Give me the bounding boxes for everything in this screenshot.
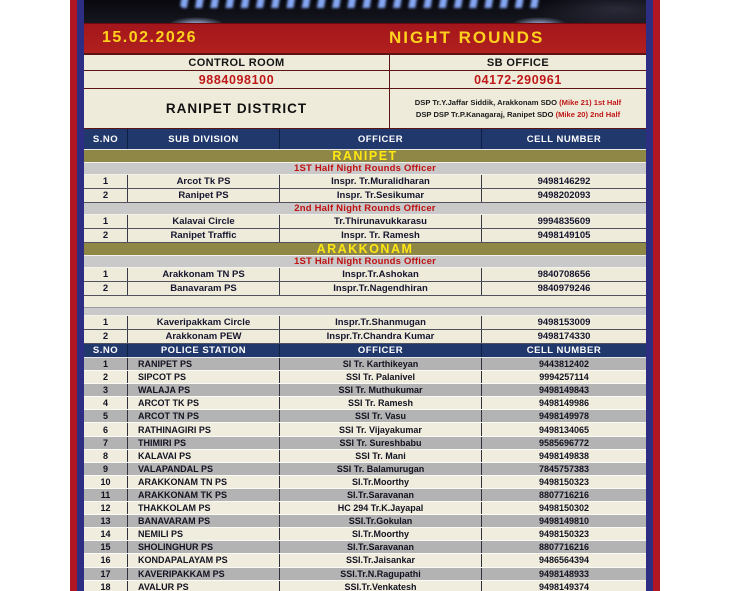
- cell-number-cell: 9498149810: [538, 516, 590, 527]
- sno-cell: 1: [84, 268, 128, 281]
- officer-cell: SI.Tr.Moorthy: [280, 476, 482, 488]
- station-table-row: [84, 410, 646, 423]
- dsp-line-2: [416, 109, 620, 121]
- banner-glow-script: [180, 0, 545, 8]
- sno-cell: 1: [84, 175, 128, 188]
- station-cell: ARAKKONAM TK PS: [128, 489, 280, 501]
- station-table-row: [84, 397, 646, 410]
- cell-number-cell: 9498149374: [538, 581, 590, 591]
- division-table-row: [84, 282, 646, 296]
- station-cell: Arakkonam PEW: [128, 330, 280, 343]
- officer-cell: SSI Tr. Muthukumar: [280, 384, 482, 396]
- division-table-row: [84, 229, 646, 243]
- sno-cell: 7: [84, 437, 128, 449]
- sno-cell: S.NO: [84, 344, 128, 357]
- dsp-lines: [415, 97, 621, 121]
- photo-banner: [84, 0, 646, 23]
- sno-cell: 11: [84, 489, 128, 501]
- station-table-row: [84, 568, 646, 581]
- station-cell: KALAVAI PS: [128, 450, 280, 462]
- cell-number-cell: 9498149986: [538, 398, 590, 409]
- station-cell: SUB DIVISION: [128, 129, 280, 149]
- officer-cell: Inspr. Tr.Sesikumar: [280, 189, 482, 202]
- station-table-row: [84, 450, 646, 463]
- cell-number-cell: 9498146292: [537, 176, 591, 187]
- cell-number-cell: 9498149105: [537, 230, 591, 241]
- station-cell: NEMILI PS: [128, 528, 280, 540]
- station-table-row: [84, 437, 646, 450]
- officer-cell: SSI.Tr.Jaisankar: [280, 554, 482, 566]
- sno-cell: 15: [84, 541, 128, 553]
- station-table-row: [84, 502, 646, 515]
- officer-cell: SSI Tr. Sureshbabu: [280, 437, 482, 449]
- station-cell: Kalavai Circle: [128, 215, 280, 228]
- station-cell: THIMIRI PS: [128, 437, 280, 449]
- sno-cell: 2: [84, 229, 128, 242]
- sno-cell: 3: [84, 384, 128, 396]
- station-cell: THAKKOLAM PS: [128, 502, 280, 514]
- sno-cell: 10: [84, 476, 128, 488]
- document-frame: [70, 0, 660, 591]
- sb-office-label: SB OFFICE: [486, 56, 550, 69]
- cell-number-cell: 9498148933: [538, 568, 590, 579]
- document-content: [77, 0, 653, 591]
- officer-cell: HC 294 Tr.K.Jayapal: [280, 502, 482, 514]
- cell-number-cell: 9498150323: [538, 529, 590, 540]
- station-table-row: [84, 476, 646, 489]
- sno-cell: 2: [84, 371, 128, 383]
- officer-cell: OFFICER: [280, 129, 482, 149]
- half-label-band: 1ST Half Night Rounds Officer: [84, 256, 646, 268]
- district-row: [84, 89, 646, 129]
- officer-cell: SI.Tr.Moorthy: [280, 528, 482, 540]
- station-cell: Ranipet Traffic: [128, 229, 280, 242]
- cell-number-cell: 9498150323: [538, 476, 590, 487]
- dsp-cell: [390, 89, 646, 128]
- sb-office-number: 04172-290961: [474, 72, 562, 87]
- dsp-line-2-text: DSP DSP Tr.P.Kanagaraj, Ranipet SDO: [415, 109, 556, 119]
- cell-number-cell: 9498174330: [537, 331, 591, 342]
- cell-number-cell: 9486564394: [538, 555, 590, 566]
- officer-cell: SSI.Tr.Gokulan: [280, 515, 482, 527]
- officer-cell: Inspr.Tr.Ashokan: [280, 268, 482, 281]
- station-table-row: [84, 384, 646, 397]
- sno-cell: 5: [84, 410, 128, 422]
- station-table: [84, 344, 646, 591]
- officer-cell: Tr.Thirunavukkarasu: [280, 215, 482, 228]
- division-table-row: [84, 330, 646, 344]
- station-cell: WALAJA PS: [128, 384, 280, 396]
- officer-cell: SSI Tr. Vijayakumar: [280, 423, 482, 435]
- control-room-cell: [84, 55, 390, 70]
- sno-cell: 17: [84, 568, 128, 580]
- station-cell: SIPCOT PS: [128, 371, 280, 383]
- sno-cell: 1: [84, 358, 128, 370]
- sb-office-number-cell: [390, 71, 646, 88]
- sno-cell: 1: [84, 316, 128, 329]
- cell-number-cell: 9994257114: [539, 372, 589, 383]
- station-cell: Ranipet PS: [128, 189, 280, 202]
- cell-number-cell: 9840708656: [537, 269, 591, 280]
- dsp-line-1: [415, 97, 621, 109]
- station-table-row: [84, 371, 646, 384]
- sno-cell: 13: [84, 515, 128, 527]
- officer-cell: SSI Tr. Palanivel: [280, 371, 482, 383]
- page-title: NIGHT ROUNDS: [389, 28, 545, 47]
- cell-number-cell: 9498149843: [538, 385, 590, 396]
- officer-cell: Inspr. Tr.Muralidharan: [280, 175, 482, 188]
- officer-cell: SI Tr. Karthikeyan: [280, 358, 482, 370]
- station-cell: KONDAPALAYAM PS: [128, 554, 280, 566]
- cell-number-cell: 7845757383: [538, 463, 590, 474]
- cell-number-cell: 9498149838: [538, 450, 590, 461]
- officer-cell: Inspr.Tr.Shanmugan: [280, 316, 482, 329]
- officer-cell: SI.Tr.Saravanan: [280, 541, 482, 553]
- station-table-row: [84, 423, 646, 436]
- station-cell: ARCOT TK PS: [128, 397, 280, 409]
- station-table-row: [84, 515, 646, 528]
- contact-numbers-row: [84, 71, 646, 89]
- station-cell: KAVERIPAKKAM PS: [128, 568, 280, 580]
- half-label-band: 1ST Half Night Rounds Officer: [84, 163, 646, 175]
- station-cell: POLICE STATION: [128, 344, 280, 357]
- cell-number-cell: 9498134065: [538, 424, 590, 435]
- station-cell: Arcot Tk PS: [128, 175, 280, 188]
- station-cell: ARAKKONAM TN PS: [128, 476, 280, 488]
- cell-number-cell: 9498150302: [538, 503, 590, 514]
- spacer-row: [84, 296, 646, 308]
- title-bar: [84, 23, 646, 53]
- division-table-row: [84, 316, 646, 330]
- cell-number-cell: 8807716216: [538, 542, 590, 553]
- cell-number-cell: 9994835609: [537, 216, 591, 227]
- division-table: [84, 129, 646, 344]
- station-cell: VALAPANDAL PS: [128, 463, 280, 475]
- sno-cell: 2: [84, 282, 128, 295]
- officer-cell: Inspr.Tr.Nagendhiran: [280, 282, 482, 295]
- sno-cell: 2: [84, 189, 128, 202]
- cell-number-cell: CELL NUMBER: [526, 133, 602, 145]
- station-table-row: [84, 581, 646, 591]
- cell-number-cell: 9443812402: [538, 359, 590, 370]
- station-table-row: [84, 358, 646, 371]
- station-table-row: [84, 541, 646, 554]
- station-table-row: [84, 463, 646, 476]
- section-band: RANIPET: [84, 150, 646, 163]
- cell-number-cell: 9498153009: [537, 317, 591, 328]
- officer-cell: SSI Tr. Mani: [280, 450, 482, 462]
- officer-cell: SSI Tr. Ramesh: [280, 397, 482, 409]
- district-name: RANIPET DISTRICT: [165, 101, 308, 116]
- division-table-row: [84, 215, 646, 229]
- cell-number-cell: 9498202093: [537, 190, 591, 201]
- district-cell: [84, 89, 390, 128]
- division-table-row: [84, 175, 646, 189]
- sno-cell: 14: [84, 528, 128, 540]
- officer-cell: Inspr.Tr.Chandra Kumar: [280, 330, 482, 343]
- station-cell: SHOLINGHUR PS: [128, 541, 280, 553]
- station-table-header: [84, 344, 646, 358]
- cell-number-cell: 9840979246: [537, 283, 591, 294]
- cell-number-cell: 9585696772: [538, 437, 590, 448]
- officer-cell: SSI Tr. Vasu: [280, 410, 482, 422]
- division-table-row: [84, 189, 646, 203]
- sno-cell: 2: [84, 330, 128, 343]
- cell-number-cell: CELL NUMBER: [526, 345, 602, 356]
- half-label-band: [84, 308, 646, 316]
- sno-cell: 18: [84, 581, 128, 591]
- station-cell: Banavaram PS: [128, 282, 280, 295]
- date-text: 15.02.2026: [102, 29, 198, 46]
- dsp-line-1-text: DSP Tr.Y.Jaffar Siddik, Arakkonam SDO: [414, 97, 560, 107]
- officer-cell: SSI.Tr.Venkatesh: [280, 581, 482, 591]
- control-room-number-cell: [84, 71, 390, 88]
- station-cell: BANAVARAM PS: [128, 515, 280, 527]
- station-table-row: [84, 528, 646, 541]
- officer-cell: SSI Tr. Balamurugan: [280, 463, 482, 475]
- station-cell: Kaveripakkam Circle: [128, 316, 280, 329]
- station-cell: Arakkonam TN PS: [128, 268, 280, 281]
- station-cell: ARCOT TN PS: [128, 410, 280, 422]
- sno-cell: S.NO: [84, 129, 128, 149]
- dsp-line-2-highlight: (Mike 20) 2nd Half: [555, 109, 621, 119]
- division-table-row: [84, 268, 646, 282]
- officer-cell: Inspr. Tr. Ramesh: [280, 229, 482, 242]
- cell-number-cell: 9498149978: [538, 411, 590, 422]
- half-label-band: 2nd Half Night Rounds Officer: [84, 203, 646, 215]
- sb-office-cell: [390, 55, 646, 70]
- sno-cell: 4: [84, 397, 128, 409]
- station-cell: RANIPET PS: [128, 358, 280, 370]
- station-cell: AVALUR PS: [128, 581, 280, 591]
- officer-cell: SSI.Tr.N.Ragupathi: [280, 568, 482, 580]
- sno-cell: 9: [84, 463, 128, 475]
- control-room-label: CONTROL ROOM: [188, 56, 285, 69]
- station-table-row: [84, 489, 646, 502]
- sno-cell: 16: [84, 554, 128, 566]
- division-table-header: [84, 129, 646, 150]
- station-cell: RATHINAGIRI PS: [128, 423, 280, 435]
- sno-cell: 1: [84, 215, 128, 228]
- station-table-row: [84, 554, 646, 567]
- control-room-number: 9884098100: [198, 72, 275, 87]
- sno-cell: 12: [84, 502, 128, 514]
- officer-cell: SI.Tr.Saravanan: [280, 489, 482, 501]
- contact-labels-row: [84, 53, 646, 71]
- dsp-line-1-highlight: (Mike 21) 1st Half: [559, 97, 622, 107]
- section-band: ARAKKONAM: [84, 243, 646, 256]
- cell-number-cell: 8807716216: [538, 489, 590, 500]
- officer-cell: OFFICER: [280, 344, 482, 357]
- sno-cell: 8: [84, 450, 128, 462]
- sno-cell: 6: [84, 423, 128, 435]
